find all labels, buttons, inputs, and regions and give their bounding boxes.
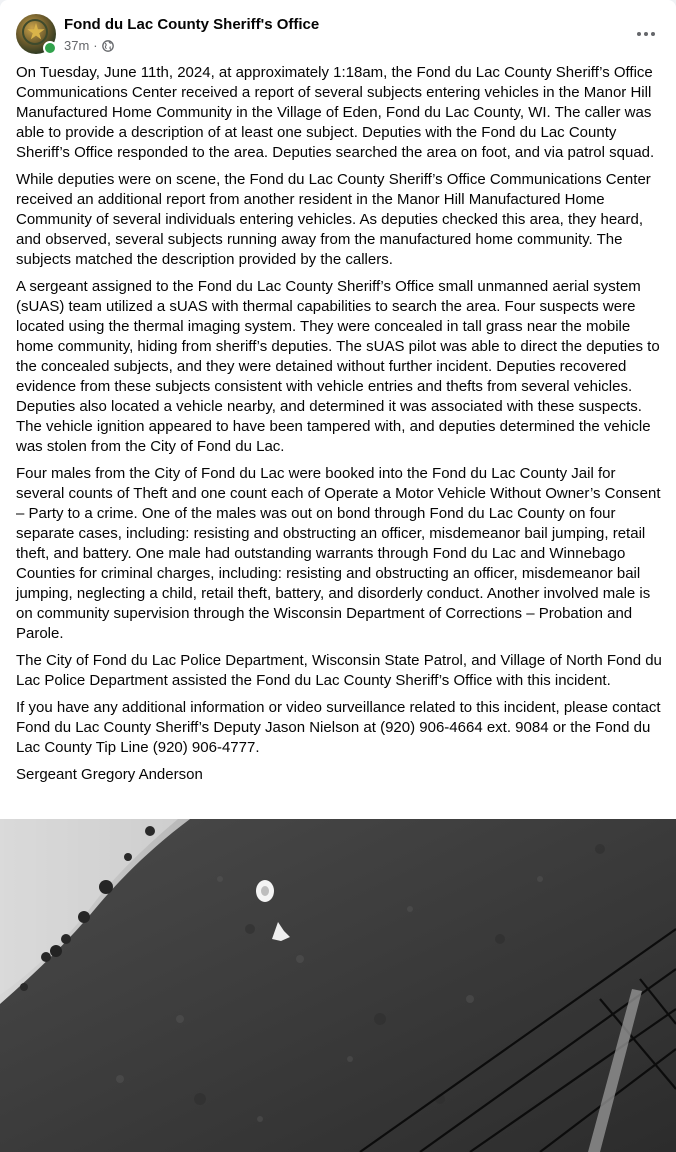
thermal-drone-photo [0, 819, 676, 1152]
post-paragraph: If you have any additional information or video surveillance related to this incident, please contact Fond du Lac County Sheriff’s Deputy Jason Nielson at (920) 906-4664 ext. 9084 or the Fond du Lac County Tip Line (920) 906-4777. [16, 699, 661, 756]
more-options-button[interactable] [632, 20, 660, 48]
post-signature: Sergeant Gregory Anderson [16, 766, 203, 783]
post-meta [64, 38, 114, 53]
meta-separator: · [93, 38, 98, 53]
post-paragraph: While deputies were on scene, the Fond du Lac County Sheriff’s Office Communications Center received an additional report from another resident in the Manor Hill Manufactured Home Community of several individuals entering vehicles. As deputies checked this area, they heard, and observed, several subjects running away from the manufactured home community. The subjects matched the description provided by the callers. [16, 171, 651, 268]
online-status-dot [43, 41, 57, 55]
post-body [16, 63, 664, 792]
post-paragraph: The City of Fond du Lac Police Department, Wisconsin State Patrol, and Village of North Fond du Lac Police Department assisted the Fond du Lac County Sheriff’s Office with this incident. [16, 652, 662, 689]
ellipsis-icon [636, 31, 656, 37]
avatar[interactable] [16, 14, 56, 54]
author-name[interactable]: Fond du Lac County Sheriff's Office [64, 16, 320, 33]
post-header [16, 14, 660, 56]
post-paragraph: A sergeant assigned to the Fond du Lac County Sheriff’s Office small unmanned aerial system (sUAS) team utilized a sUAS with thermal capabilities to search the area. Four suspects were located using the thermal imaging system. They were concealed in tall grass near the mobile home community, hiding from sheriff’s deputies. The sUAS pilot was able to direct the deputies to the concealed subjects, and they were detained without further incident. Deputies recovered evidence from these subjects consistent with vehicle entries and thefts from several vehicles. Deputies also located a vehicle nearby, and determined it was associated with these suspects. The vehicle ignition appeared to have been tampered with, and deputies determined the vehicle was stolen from the City of Fond du Lac. [16, 278, 660, 455]
thermal-image[interactable] [0, 819, 676, 1152]
thermal-subject [256, 880, 274, 902]
post-paragraph: Four males from the City of Fond du Lac were booked into the Fond du Lac County Jail for several counts of Theft and one count each of Operate a Motor Vehicle Without Owner’s Consent – Party to a crime. One of the males was out on bond through Fond du Lac County on four separate cases, including: resisting and obstructing an officer, misdemeanor bail jumping, retail theft, and battery. One male had outstanding warrants through Fond du Lac and Winnebago Counties for criminal charges, including: resisting and obstructing an officer, misdemeanor bail jumping, neglecting a child, retail theft, battery, and disorderly conduct. Another involved male is on community supervision through the Wisconsin Department of Corrections – Probation and Parole. [16, 465, 661, 642]
post-paragraph: On Tuesday, June 11th, 2024, at approximately 1:18am, the Fond du Lac County Sheriff’s Office Communications Center received a report of several subjects entering vehicles in the Manor Hill Manufactured Home Community in the Village of Eden, Fond du Lac County, WI. The caller was able to provide a description of at least one subject. Deputies with the Fond du Lac County Sheriff’s Office responded to the area. Deputies searched the area on foot, and via patrol squad. [16, 64, 655, 161]
post-timestamp[interactable]: 37m [64, 38, 90, 53]
globe-icon [102, 40, 114, 52]
